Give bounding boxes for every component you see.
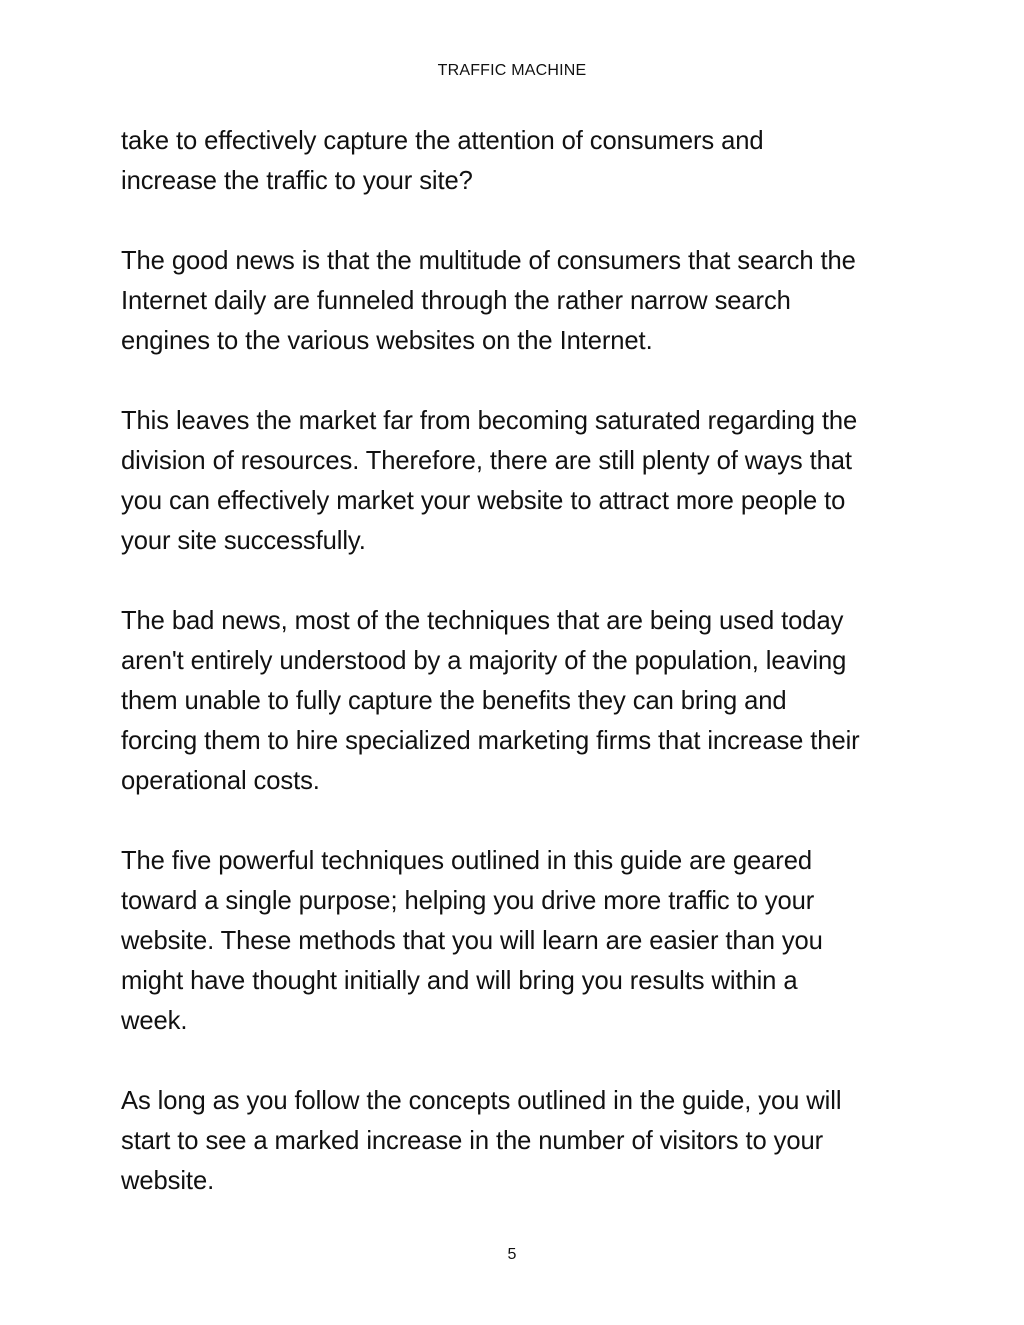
text-line: engines to the various websites on the Internet. [121, 327, 653, 355]
text-line: start to see a marked increase in the number of visitors to your [121, 1127, 824, 1155]
text-line: your site successfully. [121, 527, 366, 555]
text-line: might have thought initially and will bring you results within a [121, 967, 798, 995]
text-line: forcing them to hire specialized marketing firms that increase their [121, 727, 860, 755]
text-line: increase the traffic to your site? [121, 167, 473, 195]
text-line: week. [121, 1007, 188, 1035]
paragraph [121, 841, 911, 1041]
text-line: As long as you follow the concepts outlined in the guide, you will [121, 1087, 842, 1115]
paragraph [121, 121, 911, 201]
text-line: you can effectively market your website to attract more people to [121, 487, 846, 515]
text-line: website. [121, 1167, 215, 1195]
paragraph [121, 1081, 911, 1201]
text-line: website. These methods that you will learn are easier than you [121, 927, 823, 955]
text-line: division of resources. Therefore, there are still plenty of ways that [121, 447, 852, 475]
body-text [121, 121, 911, 1241]
text-line: The bad news, most of the techniques that are being used today [121, 607, 844, 635]
text-line: Internet daily are funneled through the rather narrow search [121, 287, 791, 315]
text-line: This leaves the market far from becoming saturated regarding the [121, 407, 858, 435]
text-line: The good news is that the multitude of consumers that search the [121, 247, 856, 275]
text-line: take to effectively capture the attention of consumers and [121, 127, 764, 155]
page-header-title: TRAFFIC MACHINE [437, 62, 587, 79]
text-line: them unable to fully capture the benefits they can bring and [121, 687, 787, 715]
paragraph [121, 241, 911, 361]
paragraph [121, 401, 911, 561]
text-line: The five powerful techniques outlined in this guide are geared [121, 847, 812, 875]
text-line: aren't entirely understood by a majority of the population, leaving [121, 647, 847, 675]
text-line: operational costs. [121, 767, 320, 795]
page-number: 5 [507, 1246, 517, 1263]
text-line: toward a single purpose; helping you drive more traffic to your [121, 887, 815, 915]
paragraph [121, 601, 911, 801]
